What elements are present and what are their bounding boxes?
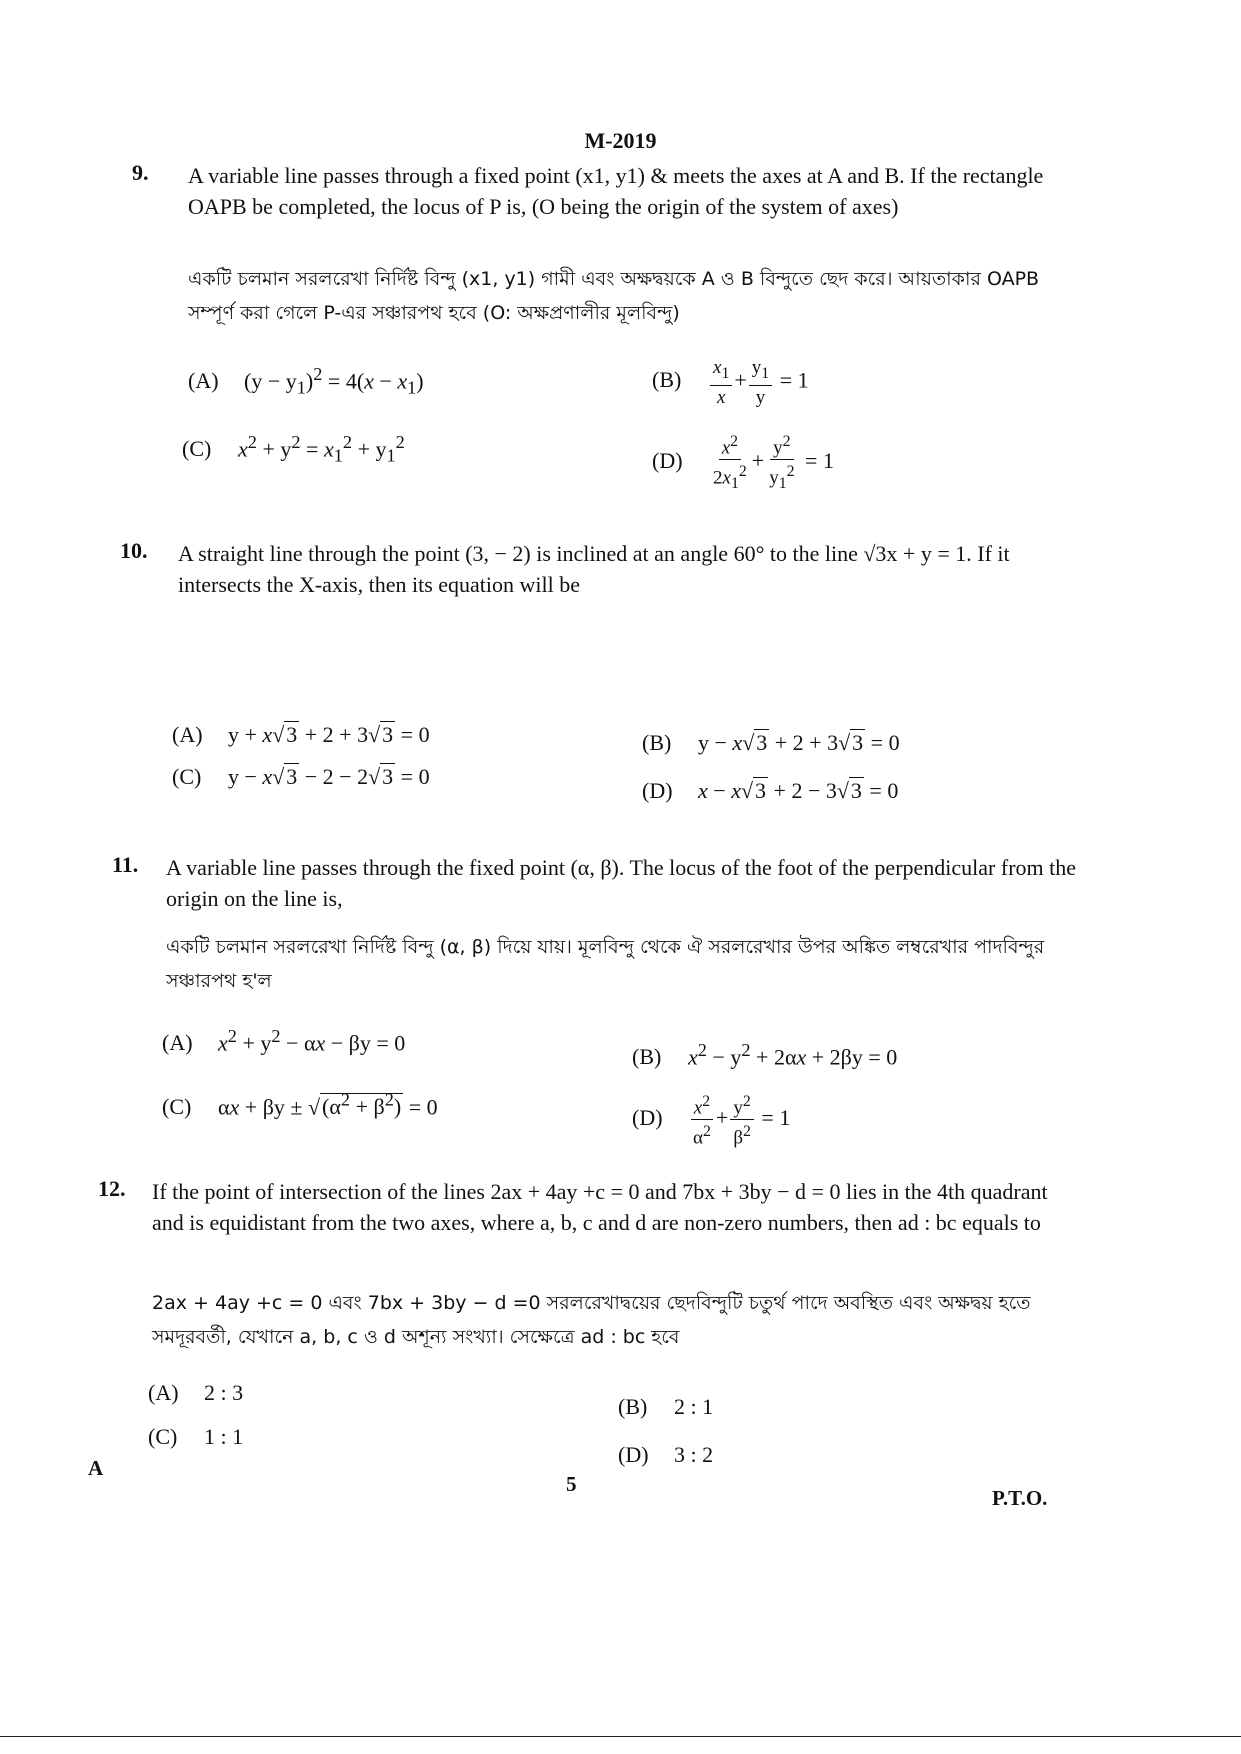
question-11-text-bn: একটি চলমান সরলরেখা নির্দিষ্ট বিন্দু (α, β) দিয়ে যায়। মূলবিন্দু থেকে ঐ সরলরেখার উপর অঙ্কিত লম্বরেখার পাদবিন্দুর সঞ্চারপথ হ'ল xyxy=(166,936,1045,992)
option-label: (D) xyxy=(632,1104,663,1130)
question-11-option-d: (D) $\frac{x^2}{\alpha^2}$ + $\frac{y^2}{\beta^2}$ = 1 xyxy=(632,1090,790,1150)
option-label: (A) xyxy=(148,1380,179,1405)
question-12-text-bn: 2ax + 4ay +c = 0 এবং 7bx + 3by − d =0 সরলরেখাদ্বয়ের ছেদবিন্দুটি চতুর্থ পাদে অবস্থিত এবং অক্ষদ্বয় হতে সমদূরবর্তী, যেখানে a, b, c ও d অশূন্য সংখ্যা। সেক্ষেত্রে ad : bc হবে xyxy=(152,1292,1031,1348)
question-11-option-b: (B) $x^2 - y^2 + 2\alpha x + 2\beta y = 0$ xyxy=(632,1040,898,1070)
question-11-text-en: A variable line passes through the fixed point (α, β). The locus of the foot of the perpendicular from the origin on the line is, xyxy=(166,855,1077,911)
question-9-number: 9. xyxy=(132,160,149,185)
option-label: (C) xyxy=(148,1424,178,1449)
option-label: (B) xyxy=(652,367,682,393)
option-label: (B) xyxy=(618,1394,648,1419)
page-number: 5 xyxy=(566,1472,577,1496)
please-turn-over: P.T.O. xyxy=(992,1486,1048,1510)
question-10-number: 10. xyxy=(120,538,148,563)
question-12-number: 12. xyxy=(98,1176,126,1201)
option-label: (C) xyxy=(172,764,202,789)
question-12-option-b-text: 2 : 1 xyxy=(674,1394,714,1419)
option-label: (D) xyxy=(642,778,673,803)
option-label: (A) xyxy=(162,1030,193,1056)
set-code: A xyxy=(88,1456,104,1480)
option-label: (A) xyxy=(172,722,203,747)
option-label: (A) xyxy=(188,368,219,394)
option-label: (C) xyxy=(182,436,212,462)
question-10-option-b: (B) y − x√3 + 2 + 3√3 = 0 xyxy=(642,730,900,755)
question-11-number: 11. xyxy=(112,852,139,877)
question-10-option-d: (D) x − x√3 + 2 − 3√3 = 0 xyxy=(642,778,899,803)
question-9-text-en: A variable line passes through a fixed point (x1, y1) & meets the axes at A and B. If the rectangle OAPB be completed, the locus of P is, (O being the origin of the system of axes) xyxy=(188,163,1044,219)
bottom-rule xyxy=(0,1736,1241,1737)
question-9-text-bn: একটি চলমান সরলরেখা নির্দিষ্ট বিন্দু (x1, y1) গামী এবং অক্ষদ্বয়কে A ও B বিন্দুতে ছেদ করে। আয়তাকার OAPB সম্পূর্ণ করা গেলে P-এর সঞ্চারপথ হবে (O: অক্ষপ্রণালীর মূলবিন্দু) xyxy=(188,268,1040,324)
option-label: (C) xyxy=(162,1094,192,1120)
question-11-option-a: (A) $x^2 + y^2 - \alpha x - \beta y = 0$ xyxy=(162,1026,406,1056)
question-10-option-a: (A) y + x√3 + 2 + 3√3 = 0 xyxy=(172,722,430,747)
option-label: (B) xyxy=(642,730,672,755)
option-label: (D) xyxy=(652,447,683,473)
question-9-option-b: (B) $\frac{x_1}{x}$ + $\frac{y_1}{y}$ = 1 xyxy=(652,357,809,408)
question-12-option-c xyxy=(148,1424,243,1450)
question-12-option-c-text: 1 : 1 xyxy=(204,1424,244,1449)
paper-code: M-2019 xyxy=(584,128,657,153)
question-12-text-en: If the point of intersection of the lines 2ax + 4ay +c = 0 and 7bx + 3by − d = 0 lies in the 4th quadrant and is equidistant from the two axes, where a, b, c and d are non-zero numbers, then ad : bc equals to xyxy=(152,1179,1048,1235)
question-12-option-a xyxy=(148,1380,243,1406)
question-11-option-c: (C) $\alpha x + \beta y \pm √(\alpha^2 + \beta^2) = 0$ xyxy=(162,1090,438,1120)
question-9-option-a: (A) $(y - y_1)^2 = 4(x - x_1)$ xyxy=(188,364,424,398)
question-12-option-b xyxy=(618,1394,713,1420)
question-10-option-c: (C) y − x√3 − 2 − 2√3 = 0 xyxy=(172,764,430,789)
question-9-option-d: (D) $\frac{x^2}{2x_1^2}$ + $\frac{y^2}{y_1^2}$ = 1 xyxy=(652,430,834,495)
question-10-text-en: A straight line through the point (3, − 2) is inclined at an angle 60° to the line √3x + y = 1. If it intersects the X-axis, then its equation will be xyxy=(178,541,1010,597)
option-label: (D) xyxy=(618,1442,649,1467)
question-12-option-d-text: 3 : 2 xyxy=(674,1442,714,1467)
option-label: (B) xyxy=(632,1044,662,1070)
question-12-option-d xyxy=(618,1442,713,1468)
question-12-option-a-text: 2 : 3 xyxy=(204,1380,244,1405)
question-9-option-c: (C) $x^2 + y^2 = x_1^2 + y_1^2$ xyxy=(182,432,405,466)
